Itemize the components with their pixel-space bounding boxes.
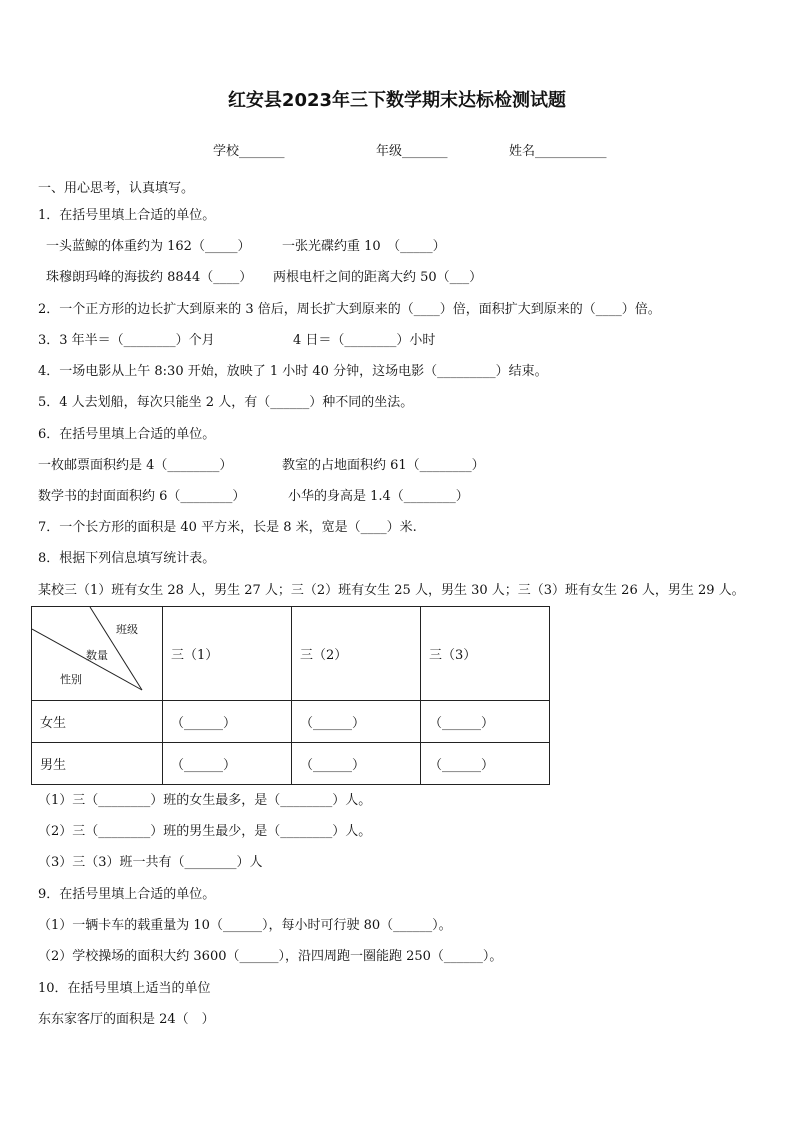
- question-5: 5．4 人去划船，每次只能坐 2 人，有（______）种不同的坐法。: [38, 395, 414, 410]
- table-cell: （______）: [163, 743, 292, 785]
- row-label-boys: 男生: [32, 743, 163, 785]
- corner-label-class: 班级: [116, 623, 138, 636]
- table-cell: （______）: [421, 743, 550, 785]
- section-heading: 一、用心思考，认真填写。: [38, 181, 195, 196]
- question-6-item-a: 一枚邮票面积约是 4（________）: [38, 458, 233, 473]
- table-cell: （______）: [421, 701, 550, 743]
- question-6-item-b: 教室的占地面积约 61（________）: [282, 458, 485, 473]
- table-cell: （______）: [163, 701, 292, 743]
- table-row: [32, 743, 550, 785]
- question-10-item-a: 东东家客厅的面积是 24（ ）: [38, 1012, 215, 1027]
- table-cell: （______）: [292, 743, 421, 785]
- table-header-class-3: 三（3）: [421, 607, 550, 701]
- table-header-row: [32, 607, 550, 701]
- question-8-sub-2: （2）三（________）班的男生最少，是（________）人。: [38, 824, 372, 839]
- question-8-sub-1: （1）三（________）班的女生最多，是（________）人。: [38, 793, 372, 808]
- name-field: 姓名___________: [509, 144, 607, 159]
- question-3-item-a: 3．3 年半＝（________）个月: [38, 333, 215, 348]
- question-8-sub-3: （3）三（3）班一共有（________）人: [38, 855, 263, 870]
- question-4: 4．一场电影从上午 8:30 开始，放映了 1 小时 40 分钟，这场电影（_________）结束。: [38, 364, 548, 379]
- question-1-item-c: 珠穆朗玛峰的海拔约 8844（____）: [46, 270, 253, 285]
- question-8-description: 某校三（1）班有女生 28 人，男生 27 人；三（2）班有女生 25 人，男生 30 人；三（3）班有女生 26 人，男生 29 人。: [38, 583, 745, 598]
- question-8-stem: 8．根据下列信息填写统计表。: [38, 551, 216, 566]
- question-6-stem: 6．在括号里填上合适的单位。: [38, 427, 216, 442]
- question-1-item-a: 一头蓝鲸的体重约为 162（_____）: [46, 239, 251, 254]
- corner-label-gender: 性别: [60, 673, 82, 686]
- school-field: 学校_______: [213, 144, 285, 159]
- question-2: 2．一个正方形的边长扩大到原来的 3 倍后，周长扩大到原来的（____）倍，面积扩大到原来的（____）倍。: [38, 302, 661, 317]
- question-7: 7．一个长方形的面积是 40 平方米，长是 8 米，宽是（____）米.: [38, 520, 417, 535]
- row-label-girls: 女生: [32, 701, 163, 743]
- question-1-item-d: 两根电杆之间的距离大约 50（___）: [273, 270, 483, 285]
- question-1-stem: 1．在括号里填上合适的单位。: [38, 208, 216, 223]
- question-9-sub-2: （2）学校操场的面积大约 3600（______），沿四周跑一圈能跑 250（______）。: [38, 949, 503, 964]
- table-header-class-2: 三（2）: [292, 607, 421, 701]
- question-3-item-b: 4 日＝（________）小时: [293, 333, 436, 348]
- grade-field: 年级_______: [376, 144, 448, 159]
- table-row: [32, 701, 550, 743]
- question-9-sub-1: （1）一辆卡车的载重量为 10（______），每小时可行驶 80（______）。: [38, 918, 452, 933]
- question-10-stem: 10．在括号里填上适当的单位: [38, 981, 211, 996]
- table-cell: （______）: [292, 701, 421, 743]
- statistics-table: [31, 606, 550, 785]
- page-title: 红安县2023年三下数学期末达标检测试题: [227, 90, 567, 111]
- table-header-class-1: 三（1）: [163, 607, 292, 701]
- corner-label-count: 数量: [86, 649, 108, 662]
- question-6-item-c: 数学书的封面面积约 6（________）: [38, 489, 246, 504]
- question-6-item-d: 小华的身高是 1.4（________）: [288, 489, 469, 504]
- table-corner-cell: [32, 607, 163, 701]
- question-9-stem: 9．在括号里填上合适的单位。: [38, 887, 216, 902]
- question-1-item-b: 一张光碟约重 10 （_____）: [282, 239, 446, 254]
